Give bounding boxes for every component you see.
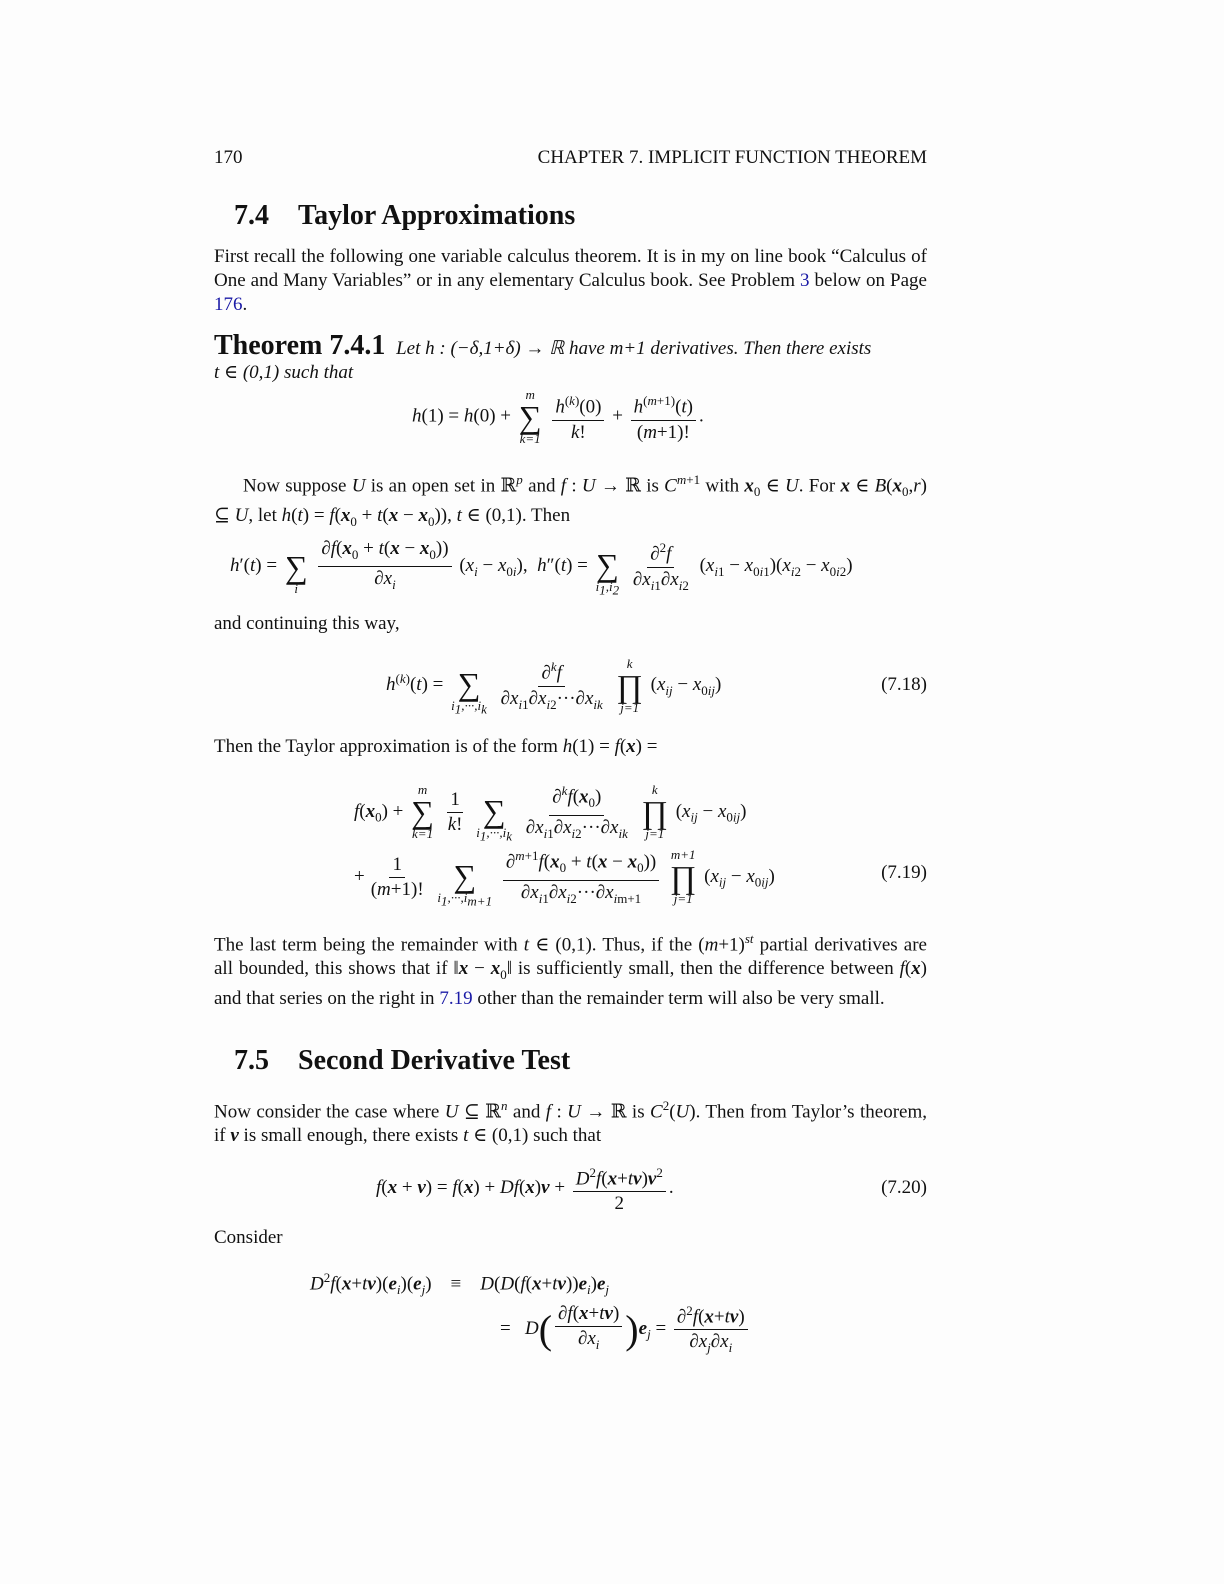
theorem-statement: Theorem 7.4.1 Let h : (−δ,1+δ) → ℝ have m+1 derivatives. Then there exists t ∈ (0,1) such that [214,330,872,383]
page-number: 170 [214,147,243,168]
section-title: Taylor Approximations [298,200,576,231]
problem-link[interactable]: 3 [800,270,810,291]
equation-7-20: f(x + v) = f(x) + Df(x)v + $\frac{D^2f(x+tv)v^2}{2}$ . [376,1162,674,1215]
consider-text: Consider [214,1227,283,1248]
now-consider-paragraph: Now consider the case where U ⊆ ℝ$^n$ and f : U → ℝ is $C^2(U)$. Then from Taylor’s theorem, if v is small enough, there exists t ∈ (0,1) such that [214,1098,927,1147]
equation-7-19-line2: + $\frac{1}{(m+1)!}$ ∑ $i_1,\cdot\cdot\cdot,i_{m+1}$ $\frac{\partial^{m+1}f(x_0 + t(x - x_0))}{\partial x_{i1}\partial x_{i2}\cdot\cdot\cdot\partial x_{im+1}}$ m+1 ∏ j=1 $(x_{ij} - x_{0ij})$ [354,845,775,910]
now-suppose-paragraph: Now suppose U is an open set in ℝ$^p$ and f : U → ℝ is $C^{m+1}$ with $x_0$ ∈ U. For x ∈ $B(x_0,r)$ ⊆ U, let $h(t) = f(x_0 + t(x - x_0))$, t ∈ (0,1). Then [214,472,927,529]
intro-paragraph: First recall the following one variable calculus theorem. It is in my on line book “Calculus of One and Many Variables” or in any elementary Calculus book. See Problem 3 below on Page 176. [214,246,927,315]
page [214,0,927,1584]
equation-number-7-19: (7.19) [881,862,927,883]
running-header [214,147,927,169]
section-number: 7.4 [234,200,269,231]
equation-number-7-20: (7.20) [881,1177,927,1198]
section-title: Second Derivative Test [298,1045,571,1076]
equation-number-7-18: (7.18) [881,674,927,695]
section-number: 7.5 [234,1045,269,1076]
derivative-equations: h′(t) = ∑ i $\frac{\partial f(x_0 + t(x - x_0))}{\partial x_i}$ $(x_i - x_{0i})$, h″(t) = ∑ $i_1,i_2$ $\frac{\partial^2f}{\partial x_{i1}\partial x_{i2}}$ $(x_{i1} - x_{0i1})(x_{i2} - x_{0i2})$ [230,537,853,598]
second-derivative-line1: $D^2f(x+tv)(e_i)(e_j)$ ≡ $D(D(f(x+tv))e_i)e_j$ [310,1270,610,1298]
remainder-paragraph: The last term being the remainder with t ∈ (0,1). Thus, if the $(m+1)^{st}$ partial derivatives are all bounded, this shows that if ‖x − $x_0‖$ is sufficiently small, then the difference between f(x) and that series on the right in 7.19 other than the remainder term will also be very small. [214,931,927,1010]
equation-7-18: $h^{(k)}(t)$ = ∑ $i_1,\cdot\cdot\cdot,i_k$ $\frac{\partial^kf}{\partial x_{i1}\partial x_{i2}\cdot\cdot\cdot\partial x_{ik}}$ k ∏ j=1 $(x_{ij} - x_{0ij})$ [386,655,722,717]
continuing-text: and continuing this way, [214,613,400,634]
then-taylor-text: Then the Taylor approximation is of the form h(1) = f(x) = [214,736,658,757]
equation-7-19-line1: $f(x_0)$ + m ∑ k=1 $\frac{1}{k!}$ ∑ $i_1,\cdot\cdot\cdot,i_k$ $\frac{\partial^kf(x_0)}{\partial x_{i1}\partial x_{i2}\cdot\cdot\cdot\partial x_{ik}}$ k ∏ j=1 $(x_{ij} - x_{0ij})$ [354,780,746,845]
second-derivative-line2: = D( $\frac{\partial f(x+tv)}{\partial x_i}$ )$e_j$ = $\frac{\partial^2f(x+tv)}{\partial x_j\partial x_i}$ [500,1300,751,1359]
section-heading-7-4 [234,200,575,232]
theorem-label: Theorem 7.4.1 [214,330,386,361]
section-heading-7-5 [234,1045,570,1077]
equation-link-7-19[interactable]: 7.19 [439,988,473,1010]
page-link[interactable]: 176 [214,294,243,315]
chapter-title: CHAPTER 7. IMPLICIT FUNCTION THEOREM [537,147,927,168]
taylor-one-variable-equation: h(1) = h(0) + m ∑ k=1 $\frac{h^{(k)}(0)}{k!}$ + $\frac{h^{(m+1)}(t)}{(m+1)!}$ . [412,387,704,446]
